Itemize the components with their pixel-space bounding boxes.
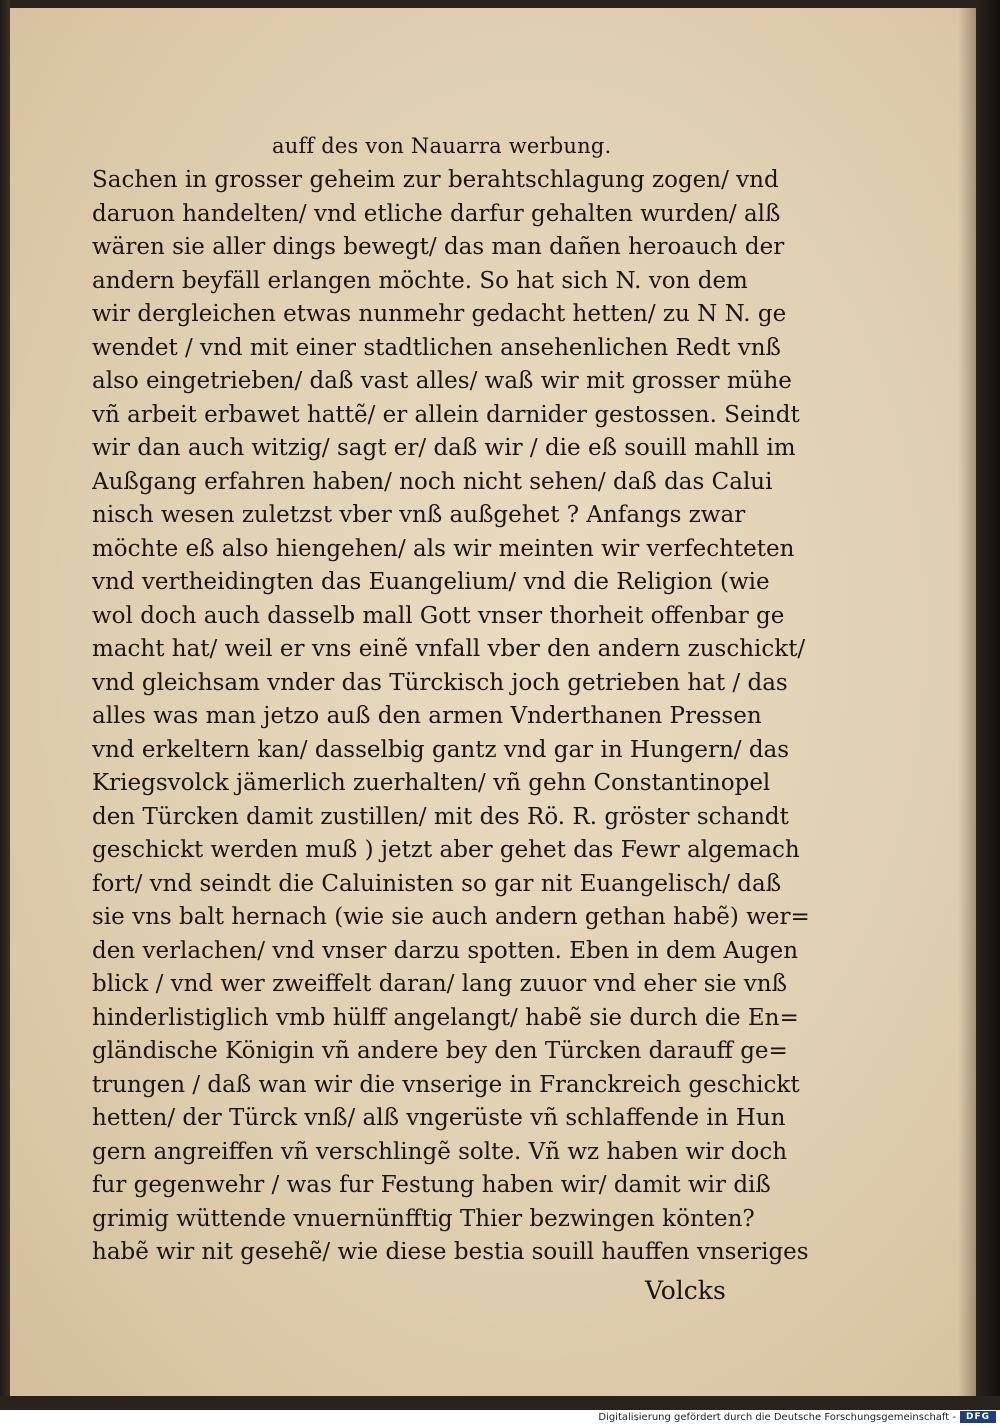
text-line: möchte eß also hiengehen/ als wir meinten wir verfechteten bbox=[92, 535, 795, 562]
text-line: nisch wesen zuletzst vber vnß außgehet ? Anfangs zwar bbox=[92, 502, 746, 528]
text-line: wären sie aller dings bewegt/ das man dañen heroauch der bbox=[92, 234, 785, 260]
text-line: fort/ vnd seindt die Caluinisten so gar nit Euangelisch/ daß bbox=[92, 870, 782, 897]
text-line: wir dergleichen etwas nunmehr gedacht hetten/ zu N N. ge bbox=[92, 301, 787, 327]
catchword: Volcks bbox=[645, 1276, 726, 1305]
dfg-logo: DFG bbox=[960, 1411, 996, 1423]
text-line: hinderlistiglich vmb hülff angelangt/ habẽ sie durch die En= bbox=[92, 1004, 799, 1031]
page-gutter-shadow bbox=[958, 8, 976, 1396]
text-line: geschickt werden muß ) jetzt aber gehet das Fewr algemach bbox=[92, 837, 800, 863]
text-line: andern beyfäll erlangen möchte. So hat sich N. von dem bbox=[92, 267, 748, 294]
text-line: wendet / vnd mit einer stadtlichen ansehenlichen Redt vnß bbox=[92, 334, 781, 361]
text-line: Sachen in grosser geheim zur berahtschlagung zogen/ vnd bbox=[92, 167, 779, 193]
text-line: Außgang erfahren haben/ noch nicht sehen/ daß das Calui bbox=[92, 468, 773, 495]
text-line: macht hat/ weil er vns einẽ vnfall vber den andern zuschickt/ bbox=[92, 636, 806, 662]
text-line: fur gegenwehr / was fur Festung haben wir/ damit wir diß bbox=[92, 1172, 771, 1198]
text-line: daruon handelten/ vnd etliche darfur gehalten wurden/ alß bbox=[92, 200, 781, 227]
text-line: wir dan auch witzig/ sagt er/ daß wir / die eß souill mahll im bbox=[92, 435, 796, 461]
running-head: auff des von Nauarra werbung. bbox=[272, 134, 612, 158]
text-line: trungen / daß wan wir die vnserige in Franckreich geschickt bbox=[92, 1071, 800, 1098]
text-line: also eingetrieben/ daß vast alles/ waß wir mit grosser mühe bbox=[92, 368, 792, 394]
text-line: wol doch auch dasselb mall Gott vnser thorheit offenbar ge bbox=[92, 602, 785, 629]
text-line: vñ arbeit erbawet hattẽ/ er allein darnider gestossen. Seindt bbox=[92, 401, 800, 428]
text-line: alles was man jetzo auß den armen Vnderthanen Pressen bbox=[92, 703, 762, 729]
book-page bbox=[10, 8, 976, 1396]
body-text bbox=[92, 164, 812, 1270]
text-line: gern angreiffen vñ verschlingẽ solte. Vñ wz haben wir doch bbox=[92, 1138, 788, 1165]
text-line: hetten/ der Türck vnß/ alß vngerüste vñ schlaffende in Hun bbox=[92, 1105, 786, 1131]
text-line: den verlachen/ vnd vnser darzu spotten. Eben in dem Augen bbox=[92, 937, 799, 964]
funding-credit: Digitalisierung gefördert durch die Deutsche Forschungsgemeinschaft - bbox=[598, 1412, 956, 1423]
text-line: vnd erkeltern kan/ dasselbig gantz vnd gar in Hungern/ das bbox=[92, 736, 790, 763]
text-line: grimig wüttende vnuernünfftig Thier bezwingen könten? bbox=[92, 1205, 755, 1232]
cover-edge-bottom bbox=[0, 1396, 1000, 1410]
text-line: blick / vnd wer zweiffelt daran/ lang zuuor vnd eher sie vnß bbox=[92, 971, 787, 997]
text-line: sie vns balt hernach (wie sie auch andern gethan habẽ) wer= bbox=[92, 904, 810, 930]
text-line: vnd vertheidingten das Euangelium/ vnd die Religion (wie bbox=[92, 569, 770, 595]
cover-edge-top bbox=[0, 0, 1000, 8]
text-line: den Türcken damit zustillen/ mit des Rö. R. gröster schandt bbox=[92, 803, 789, 830]
text-line: gländische Königin vñ andere bey den Türcken darauff ge= bbox=[92, 1038, 788, 1064]
cover-edge-left bbox=[0, 0, 10, 1410]
digitization-footer bbox=[0, 1410, 1000, 1425]
text-line: habẽ wir nit gesehẽ/ wie diese bestia souill hauffen vnseriges bbox=[92, 1239, 809, 1265]
cover-edge-right bbox=[976, 0, 1000, 1410]
text-line: Kriegsvolck jämerlich zuerhalten/ vñ gehn Constantinopel bbox=[92, 770, 771, 796]
text-line: vnd gleichsam vnder das Türckisch joch getrieben hat / das bbox=[92, 669, 788, 696]
